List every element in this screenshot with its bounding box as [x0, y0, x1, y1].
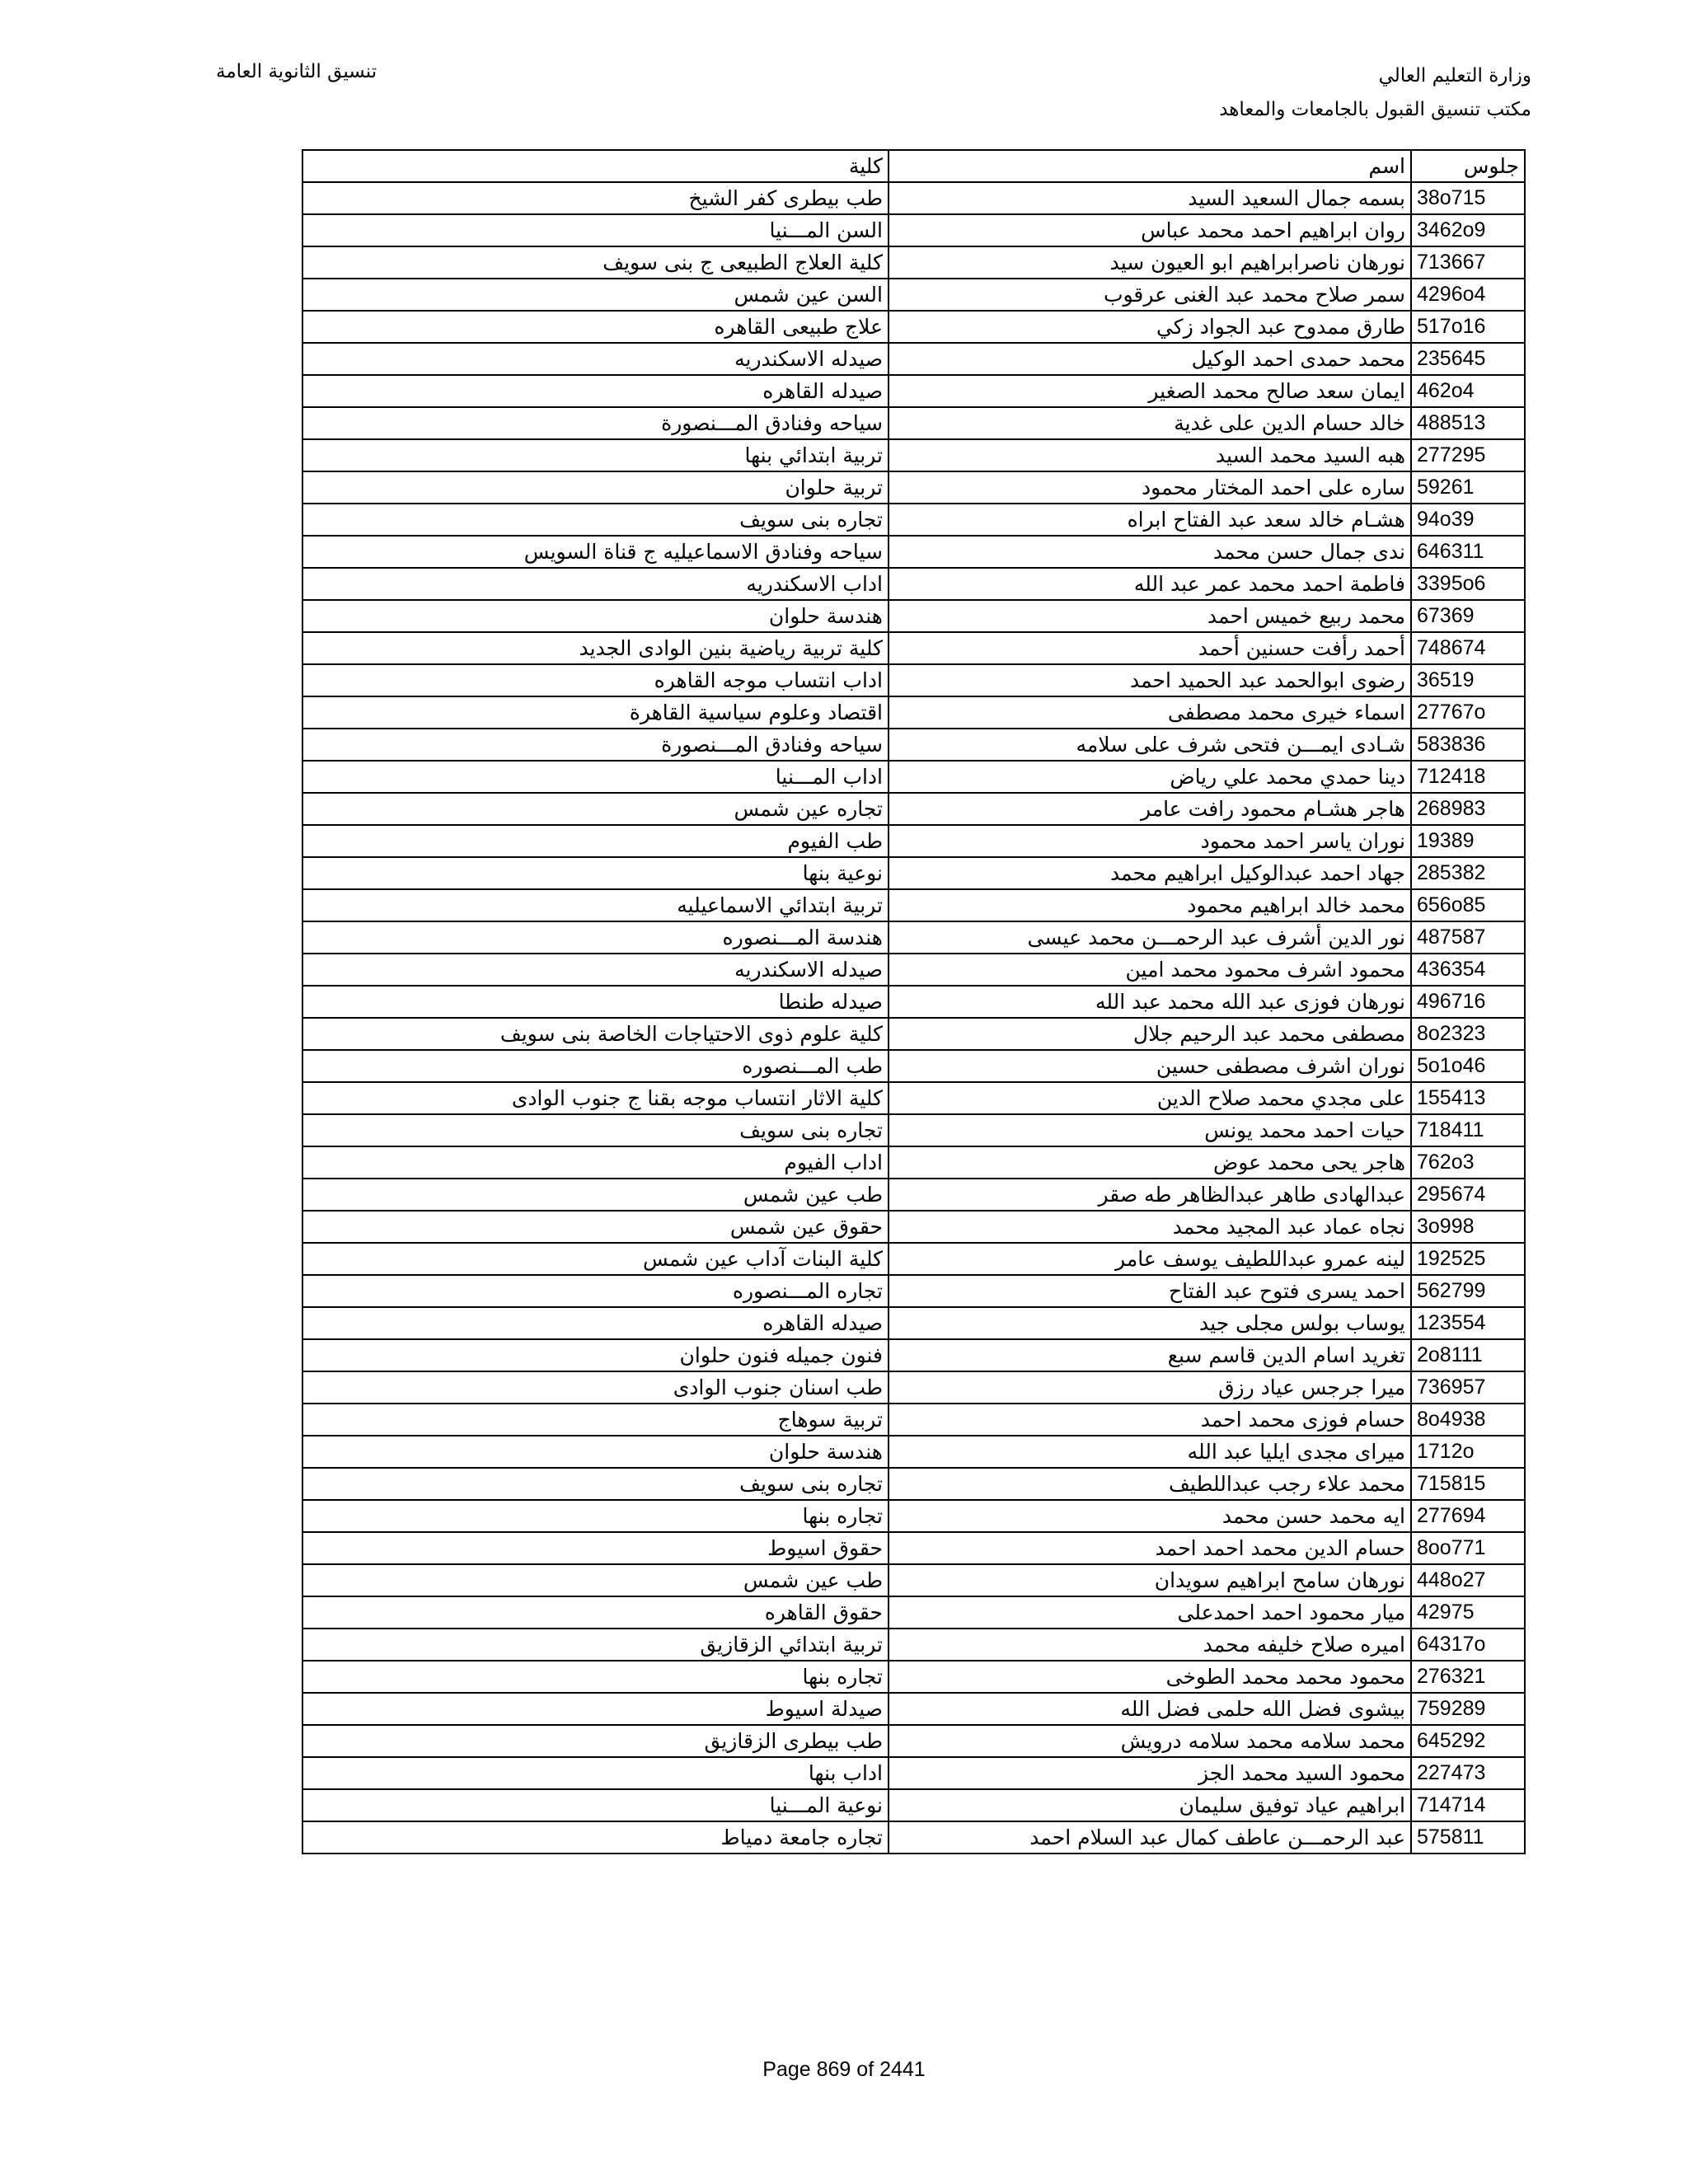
name-cell: أحمد رأفت حسنين أحمد: [889, 632, 1411, 664]
name-cell: محمود السيد محمد الجز: [889, 1757, 1411, 1789]
seat-cell: 192525: [1411, 1243, 1525, 1275]
name-cell: نورهان سامح ابراهيم سويدان: [889, 1564, 1411, 1596]
college-cell: السن عين شمس: [302, 279, 889, 311]
seat-cell: 268983: [1411, 793, 1525, 825]
seat-cell: 8oo771: [1411, 1532, 1525, 1564]
name-cell: خالد حسام الدين على غدية: [889, 407, 1411, 439]
seat-cell: 2o8111: [1411, 1339, 1525, 1371]
college-cell: كلية العلاج الطبيعى ج بنى سويف: [302, 246, 889, 279]
table-row: [302, 504, 1525, 536]
table-row: [302, 986, 1525, 1018]
name-cell: ميراى مجدى ايليا عبد الله: [889, 1436, 1411, 1468]
table-row: [302, 793, 1525, 825]
column-header-college: كلية: [302, 150, 889, 182]
table-row: [302, 857, 1525, 889]
table-row: [302, 954, 1525, 986]
seat-cell: 3o998: [1411, 1211, 1525, 1243]
name-cell: هاجر يحى محمد عوض: [889, 1146, 1411, 1179]
table-row: [302, 921, 1525, 954]
seat-cell: 295674: [1411, 1179, 1525, 1211]
seat-cell: 19389: [1411, 825, 1525, 857]
college-cell: كلية الاثار انتساب موجه بقنا ج جنوب الوادى: [302, 1082, 889, 1114]
college-cell: تجاره بنى سويف: [302, 504, 889, 536]
name-cell: احمد يسرى فتوح عبد الفتاح: [889, 1275, 1411, 1307]
table-row: [302, 696, 1525, 729]
table-row: [302, 1821, 1525, 1854]
seat-cell: 656o85: [1411, 889, 1525, 921]
table-row: [302, 1404, 1525, 1436]
college-cell: هندسة حلوان: [302, 600, 889, 632]
seat-cell: 59261: [1411, 471, 1525, 504]
college-cell: اقتصاد وعلوم سياسية القاهرة: [302, 696, 889, 729]
table-row: [302, 600, 1525, 632]
college-cell: السن المـــنيا: [302, 214, 889, 246]
name-cell: نوران اشرف مصطفى حسين: [889, 1050, 1411, 1082]
name-cell: ساره على احمد المختار محمود: [889, 471, 1411, 504]
seat-cell: 448o27: [1411, 1564, 1525, 1596]
college-cell: نوعية بنها: [302, 857, 889, 889]
name-cell: هبه السيد محمد السيد: [889, 439, 1411, 471]
table-row: [302, 729, 1525, 761]
seat-cell: 715815: [1411, 1468, 1525, 1500]
table-row: [302, 343, 1525, 375]
table-row: [302, 439, 1525, 471]
name-cell: روان ابراهيم احمد محمد عباس: [889, 214, 1411, 246]
seat-cell: 38o715: [1411, 182, 1525, 214]
name-cell: رضوى ابوالحمد عبد الحميد احمد: [889, 664, 1411, 696]
name-cell: طارق ممدوح عبد الجواد زكي: [889, 311, 1411, 343]
college-cell: تجاره المـــنصوره: [302, 1275, 889, 1307]
college-cell: طب بيطرى الزقازيق: [302, 1725, 889, 1757]
table-row: [302, 1436, 1525, 1468]
name-cell: تغريد اسام الدين قاسم سبع: [889, 1339, 1411, 1371]
college-cell: طب الفيوم: [302, 825, 889, 857]
seat-cell: 712418: [1411, 761, 1525, 793]
seat-cell: 8o4938: [1411, 1404, 1525, 1436]
name-cell: محمد خالد ابراهيم محمود: [889, 889, 1411, 921]
college-cell: صيدله القاهره: [302, 375, 889, 407]
college-cell: كلية البنات آداب عين شمس: [302, 1243, 889, 1275]
table-row: [302, 536, 1525, 568]
college-cell: اداب المـــنيا: [302, 761, 889, 793]
college-cell: علاج طبيعى القاهره: [302, 311, 889, 343]
table-row: [302, 1725, 1525, 1757]
seat-cell: 517o16: [1411, 311, 1525, 343]
name-cell: محمد حمدى احمد الوكيل: [889, 343, 1411, 375]
seat-cell: 645292: [1411, 1725, 1525, 1757]
table-row: [302, 1757, 1525, 1789]
college-cell: تربية ابتدائي الاسماعيليه: [302, 889, 889, 921]
table-row: [302, 632, 1525, 664]
name-cell: ندى جمال حسن محمد: [889, 536, 1411, 568]
college-cell: فنون جميله فنون حلوان: [302, 1339, 889, 1371]
table-row: [302, 1693, 1525, 1725]
table-row: [302, 407, 1525, 439]
table-row: [302, 1179, 1525, 1211]
name-cell: نور الدين أشرف عبد الرحمـــن محمد عيسى: [889, 921, 1411, 954]
college-cell: هندسة حلوان: [302, 1436, 889, 1468]
seat-cell: 646311: [1411, 536, 1525, 568]
results-table: [302, 149, 1526, 1854]
name-cell: ميار محمود احمد احمدعلى: [889, 1596, 1411, 1629]
seat-cell: 759289: [1411, 1693, 1525, 1725]
college-cell: حقوق القاهره: [302, 1596, 889, 1629]
college-cell: تربية ابتدائي الزقازيق: [302, 1629, 889, 1661]
college-cell: اداب بنها: [302, 1757, 889, 1789]
name-cell: ميرا جرجس عياد رزق: [889, 1371, 1411, 1404]
table-row: [302, 825, 1525, 857]
name-cell: دينا حمدي محمد علي رياض: [889, 761, 1411, 793]
name-cell: سمر صلاح محمد عبد الغنى عرقوب: [889, 279, 1411, 311]
name-cell: شـادى ايمـــن فتحى شرف على سلامه: [889, 729, 1411, 761]
table-row: [302, 1371, 1525, 1404]
table-row: [302, 1018, 1525, 1050]
name-cell: محمود اشرف محمود محمد امين: [889, 954, 1411, 986]
name-cell: بسمه جمال السعيد السيد: [889, 182, 1411, 214]
table-row: [302, 889, 1525, 921]
seat-cell: 277295: [1411, 439, 1525, 471]
college-cell: اداب انتساب موجه القاهره: [302, 664, 889, 696]
name-cell: حسام الدين محمد احمد احمد: [889, 1532, 1411, 1564]
college-cell: تجاره بنى سويف: [302, 1114, 889, 1146]
table-row: [302, 311, 1525, 343]
seat-cell: 436354: [1411, 954, 1525, 986]
page-number: Page 869 of 2441: [762, 2058, 926, 2081]
seat-cell: 714714: [1411, 1789, 1525, 1821]
table-header-row: [302, 150, 1525, 182]
seat-cell: 42975: [1411, 1596, 1525, 1629]
seat-cell: 3395o6: [1411, 568, 1525, 600]
college-cell: اداب الاسكندريه: [302, 568, 889, 600]
seat-cell: 488513: [1411, 407, 1525, 439]
seat-cell: 462o4: [1411, 375, 1525, 407]
table-row: [302, 279, 1525, 311]
name-cell: هاجر هشـام محمود رافت عامر: [889, 793, 1411, 825]
table-row: [302, 1532, 1525, 1564]
table-row: [302, 1082, 1525, 1114]
college-cell: صيدله الاسكندريه: [302, 343, 889, 375]
results-table-container: [302, 149, 1524, 1854]
college-cell: طب عين شمس: [302, 1179, 889, 1211]
name-cell: نورهان فوزى عبد الله محمد عبد الله: [889, 986, 1411, 1018]
name-cell: يوساب بولس مجلى جيد: [889, 1307, 1411, 1339]
seat-cell: 718411: [1411, 1114, 1525, 1146]
college-cell: تجاره جامعة دمياط: [302, 1821, 889, 1854]
seat-cell: 736957: [1411, 1371, 1525, 1404]
seat-cell: 583836: [1411, 729, 1525, 761]
seat-cell: 285382: [1411, 857, 1525, 889]
college-cell: هندسة المـــنصوره: [302, 921, 889, 954]
name-cell: اسماء خيرى محمد مصطفى: [889, 696, 1411, 729]
seat-cell: 64317o: [1411, 1629, 1525, 1661]
name-cell: محمد ربيع خميس احمد: [889, 600, 1411, 632]
college-cell: تجاره عين شمس: [302, 793, 889, 825]
college-cell: تربية ابتدائي بنها: [302, 439, 889, 471]
table-row: [302, 471, 1525, 504]
office-title: مكتب تنسيق القبول بالجامعات والمعاهد: [1219, 99, 1531, 120]
college-cell: اداب الفيوم: [302, 1146, 889, 1179]
seat-cell: 562799: [1411, 1275, 1525, 1307]
name-cell: ايمان سعد صالح محمد الصغير: [889, 375, 1411, 407]
column-header-name: اسم: [889, 150, 1411, 182]
college-cell: تجاره بنها: [302, 1661, 889, 1693]
college-cell: طب عين شمس: [302, 1564, 889, 1596]
table-row: [302, 1146, 1525, 1179]
college-cell: نوعية المـــنيا: [302, 1789, 889, 1821]
column-header-seat: جلوس: [1411, 150, 1525, 182]
name-cell: حسام فوزى محمد احمد: [889, 1404, 1411, 1436]
table-row: [302, 664, 1525, 696]
seat-cell: 748674: [1411, 632, 1525, 664]
table-row: [302, 1629, 1525, 1661]
college-cell: صيدله الاسكندريه: [302, 954, 889, 986]
table-row: [302, 182, 1525, 214]
seat-cell: 8o2323: [1411, 1018, 1525, 1050]
college-cell: سياحه وفنادق المـــنصورة: [302, 729, 889, 761]
program-title: تنسيق الثانوية العامة: [216, 61, 377, 82]
college-cell: حقوق اسيوط: [302, 1532, 889, 1564]
college-cell: تجاره بنها: [302, 1500, 889, 1532]
table-row: [302, 1243, 1525, 1275]
name-cell: نجاه عماد عبد المجيد محمد: [889, 1211, 1411, 1243]
college-cell: حقوق عين شمس: [302, 1211, 889, 1243]
name-cell: نورهان ناصرابراهيم ابو العيون سيد: [889, 246, 1411, 279]
seat-cell: 5o1o46: [1411, 1050, 1525, 1082]
seat-cell: 3462o9: [1411, 214, 1525, 246]
name-cell: نوران ياسر احمد محمود: [889, 825, 1411, 857]
college-cell: تربية حلوان: [302, 471, 889, 504]
table-row: [302, 214, 1525, 246]
college-cell: تربية سوهاج: [302, 1404, 889, 1436]
college-cell: كلية علوم ذوى الاحتياجات الخاصة بنى سويف: [302, 1018, 889, 1050]
seat-cell: 67369: [1411, 600, 1525, 632]
table-row: [302, 1661, 1525, 1693]
table-row: [302, 246, 1525, 279]
name-cell: فاطمة احمد محمد عمر عبد الله: [889, 568, 1411, 600]
name-cell: حيات احمد محمد يونس: [889, 1114, 1411, 1146]
seat-cell: 762o3: [1411, 1146, 1525, 1179]
college-cell: سياحه وفنادق المـــنصورة: [302, 407, 889, 439]
seat-cell: 496716: [1411, 986, 1525, 1018]
name-cell: ايه محمد حسن محمد: [889, 1500, 1411, 1532]
college-cell: تجاره بنى سويف: [302, 1468, 889, 1500]
college-cell: طب المـــنصوره: [302, 1050, 889, 1082]
table-row: [302, 761, 1525, 793]
seat-cell: 276321: [1411, 1661, 1525, 1693]
name-cell: محمد علاء رجب عبداللطيف: [889, 1468, 1411, 1500]
ministry-title: وزارة التعليم العالي: [1378, 65, 1531, 87]
table-row: [302, 568, 1525, 600]
name-cell: جهاد احمد عبدالوكيل ابراهيم محمد: [889, 857, 1411, 889]
college-cell: صيدله طنطا: [302, 986, 889, 1018]
table-row: [302, 1564, 1525, 1596]
name-cell: مصطفى محمد عبد الرحيم جلال: [889, 1018, 1411, 1050]
college-cell: سياحه وفنادق الاسماعيليه ج قناة السويس: [302, 536, 889, 568]
name-cell: عبد الرحمـــن عاطف كمال عبد السلام احمد: [889, 1821, 1411, 1854]
seat-cell: 277694: [1411, 1500, 1525, 1532]
table-row: [302, 1596, 1525, 1629]
name-cell: محمد سلامه محمد سلامه درويش: [889, 1725, 1411, 1757]
name-cell: هشـام خالد سعد عبد الفتاح ابراه: [889, 504, 1411, 536]
table-row: [302, 1500, 1525, 1532]
seat-cell: 235645: [1411, 343, 1525, 375]
seat-cell: 227473: [1411, 1757, 1525, 1789]
college-cell: صيدلة اسيوط: [302, 1693, 889, 1725]
college-cell: صيدله القاهره: [302, 1307, 889, 1339]
table-row: [302, 1339, 1525, 1371]
table-row: [302, 1050, 1525, 1082]
college-cell: كلية تربية رياضية بنين الوادى الجديد: [302, 632, 889, 664]
name-cell: اميره صلاح خليفه محمد: [889, 1629, 1411, 1661]
college-cell: طب بيطرى كفر الشيخ: [302, 182, 889, 214]
name-cell: على مجدي محمد صلاح الدين: [889, 1082, 1411, 1114]
seat-cell: 575811: [1411, 1821, 1525, 1854]
table-row: [302, 1275, 1525, 1307]
table-row: [302, 1211, 1525, 1243]
seat-cell: 4296o4: [1411, 279, 1525, 311]
table-row: [302, 375, 1525, 407]
seat-cell: 1712o: [1411, 1436, 1525, 1468]
name-cell: ابراهيم عياد توفيق سليمان: [889, 1789, 1411, 1821]
seat-cell: 487587: [1411, 921, 1525, 954]
seat-cell: 155413: [1411, 1082, 1525, 1114]
seat-cell: 94o39: [1411, 504, 1525, 536]
name-cell: لينه عمرو عبداللطيف يوسف عامر: [889, 1243, 1411, 1275]
table-row: [302, 1307, 1525, 1339]
page-header-right: [1219, 59, 1531, 127]
name-cell: عبدالهادى طاهر عبدالظاهر طه صقر: [889, 1179, 1411, 1211]
name-cell: بيشوى فضل الله حلمى فضل الله: [889, 1693, 1411, 1725]
seat-cell: 123554: [1411, 1307, 1525, 1339]
table-row: [302, 1468, 1525, 1500]
name-cell: محمود محمد محمد الطوخى: [889, 1661, 1411, 1693]
college-cell: طب اسنان جنوب الوادى: [302, 1371, 889, 1404]
table-row: [302, 1789, 1525, 1821]
seat-cell: 27767o: [1411, 696, 1525, 729]
seat-cell: 36519: [1411, 664, 1525, 696]
table-row: [302, 1114, 1525, 1146]
seat-cell: 713667: [1411, 246, 1525, 279]
